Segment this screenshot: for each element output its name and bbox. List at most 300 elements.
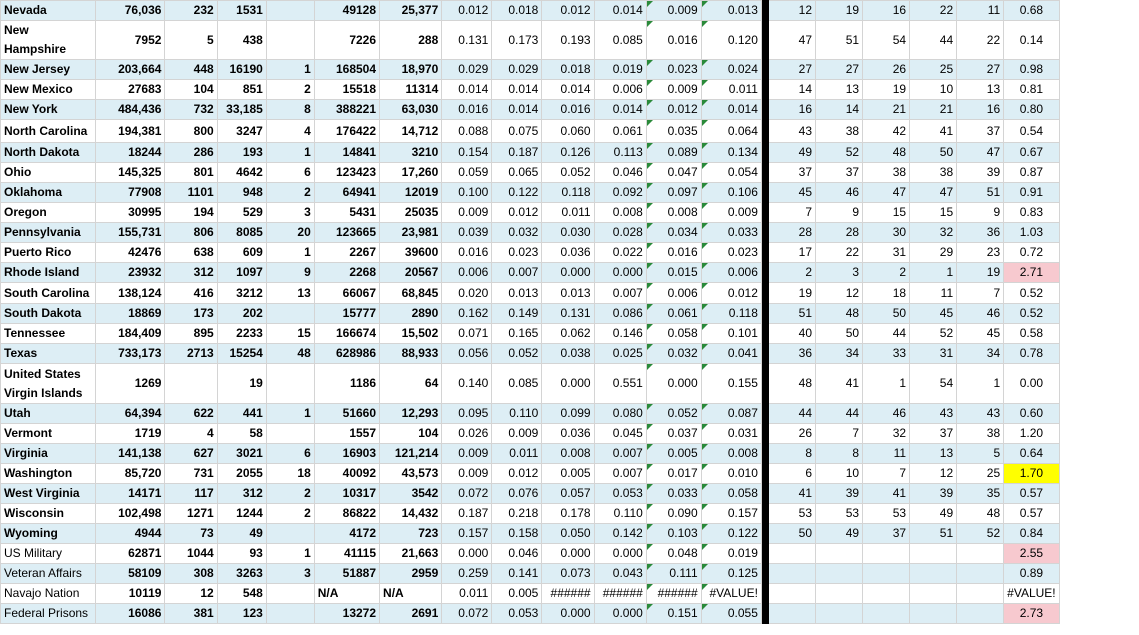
data-cell[interactable]: 0.014: [594, 100, 646, 120]
data-cell[interactable]: 3210: [380, 143, 442, 163]
data-cell[interactable]: 194,381: [96, 120, 165, 143]
row-label-cell[interactable]: New York: [1, 100, 96, 120]
data-cell[interactable]: 0.013: [701, 1, 761, 21]
data-cell[interactable]: [266, 21, 314, 60]
data-cell[interactable]: 0.064: [701, 120, 761, 143]
data-cell[interactable]: 41115: [314, 544, 379, 564]
data-cell[interactable]: 7: [816, 424, 863, 444]
data-cell[interactable]: 286: [165, 143, 217, 163]
data-cell[interactable]: 732: [165, 100, 217, 120]
data-cell[interactable]: 0.087: [701, 404, 761, 424]
data-cell[interactable]: 0.014: [492, 100, 542, 120]
row-label-cell[interactable]: Nevada: [1, 1, 96, 21]
data-cell[interactable]: [910, 584, 957, 604]
data-cell[interactable]: 1: [266, 143, 314, 163]
data-cell[interactable]: 73: [165, 524, 217, 544]
data-cell[interactable]: 0.053: [492, 604, 542, 624]
data-cell[interactable]: 49: [816, 524, 863, 544]
data-cell[interactable]: [769, 564, 816, 584]
data-cell[interactable]: 0.052: [646, 404, 701, 424]
data-cell[interactable]: 548: [217, 584, 266, 604]
data-cell[interactable]: 800: [165, 120, 217, 143]
data-cell[interactable]: 0.033: [701, 223, 761, 243]
data-cell[interactable]: 0.026: [442, 424, 492, 444]
data-cell[interactable]: 0.259: [442, 564, 492, 584]
data-cell[interactable]: 1: [266, 243, 314, 263]
data-cell[interactable]: 0.14: [1004, 21, 1059, 60]
data-cell[interactable]: 15: [266, 324, 314, 344]
data-cell[interactable]: 1101: [165, 183, 217, 203]
data-cell[interactable]: [266, 524, 314, 544]
data-cell[interactable]: 6: [266, 444, 314, 464]
data-cell[interactable]: 0.000: [542, 604, 594, 624]
data-cell[interactable]: 138,124: [96, 283, 165, 304]
data-cell[interactable]: 12,293: [380, 404, 442, 424]
data-cell[interactable]: 0.146: [594, 324, 646, 344]
data-cell[interactable]: 0.154: [442, 143, 492, 163]
data-cell[interactable]: 0.052: [542, 163, 594, 183]
data-cell[interactable]: [957, 544, 1004, 564]
data-cell[interactable]: 0.020: [442, 283, 492, 304]
data-cell[interactable]: 0.000: [542, 263, 594, 283]
data-cell[interactable]: 0.006: [442, 263, 492, 283]
data-cell[interactable]: 25: [910, 60, 957, 80]
data-cell[interactable]: 0.071: [442, 324, 492, 344]
data-cell[interactable]: 4: [165, 424, 217, 444]
row-label-cell[interactable]: New Jersey: [1, 60, 96, 80]
data-cell[interactable]: 0.187: [492, 143, 542, 163]
data-cell[interactable]: 0.043: [594, 564, 646, 584]
data-cell[interactable]: 0.019: [701, 544, 761, 564]
data-cell[interactable]: 30995: [96, 203, 165, 223]
data-cell[interactable]: 15777: [314, 304, 379, 324]
data-cell[interactable]: 15: [863, 203, 910, 223]
data-cell[interactable]: 23932: [96, 263, 165, 283]
data-cell[interactable]: [863, 584, 910, 604]
data-cell[interactable]: 0.009: [442, 203, 492, 223]
data-cell[interactable]: 3212: [217, 283, 266, 304]
data-cell[interactable]: 184,409: [96, 324, 165, 344]
data-cell[interactable]: 0.045: [594, 424, 646, 444]
data-cell[interactable]: 0.009: [701, 203, 761, 223]
data-cell[interactable]: ######: [594, 584, 646, 604]
row-label-cell[interactable]: New Hampshire: [1, 21, 96, 60]
data-cell[interactable]: 0.014: [492, 80, 542, 100]
data-cell[interactable]: 36: [957, 223, 1004, 243]
data-cell[interactable]: 166674: [314, 324, 379, 344]
data-cell[interactable]: 104: [380, 424, 442, 444]
data-cell[interactable]: 0.014: [442, 80, 492, 100]
data-cell[interactable]: 6: [769, 464, 816, 484]
data-cell[interactable]: 173: [165, 304, 217, 324]
data-cell[interactable]: 7: [957, 283, 1004, 304]
data-cell[interactable]: [957, 584, 1004, 604]
data-cell[interactable]: 28: [769, 223, 816, 243]
data-cell[interactable]: 11314: [380, 80, 442, 100]
data-cell[interactable]: 628986: [314, 344, 379, 364]
data-cell[interactable]: 32: [863, 424, 910, 444]
data-cell[interactable]: 1531: [217, 1, 266, 21]
data-cell[interactable]: 4: [266, 120, 314, 143]
data-cell[interactable]: 13: [816, 80, 863, 100]
data-cell[interactable]: 733,173: [96, 344, 165, 364]
data-cell[interactable]: 13: [910, 444, 957, 464]
data-cell[interactable]: 308: [165, 564, 217, 584]
data-cell[interactable]: 176422: [314, 120, 379, 143]
data-cell[interactable]: 41: [863, 484, 910, 504]
data-cell[interactable]: 22: [957, 21, 1004, 60]
data-cell[interactable]: 13: [957, 80, 1004, 100]
data-cell[interactable]: 0.000: [542, 364, 594, 404]
data-cell[interactable]: 0.036: [542, 243, 594, 263]
data-cell[interactable]: 0.158: [492, 524, 542, 544]
data-cell[interactable]: 0.076: [492, 484, 542, 504]
data-cell[interactable]: 1: [863, 364, 910, 404]
data-cell[interactable]: 49: [217, 524, 266, 544]
data-cell[interactable]: 16903: [314, 444, 379, 464]
data-cell[interactable]: 15518: [314, 80, 379, 100]
data-cell[interactable]: 0.025: [594, 344, 646, 364]
data-cell[interactable]: 0.58: [1004, 324, 1059, 344]
data-cell[interactable]: 0.013: [542, 283, 594, 304]
data-cell[interactable]: 529: [217, 203, 266, 223]
data-cell[interactable]: 0.57: [1004, 484, 1059, 504]
data-cell[interactable]: 53: [863, 504, 910, 524]
data-cell[interactable]: 0.032: [492, 223, 542, 243]
data-cell[interactable]: 0.034: [646, 223, 701, 243]
data-cell[interactable]: 0.193: [542, 21, 594, 60]
data-cell[interactable]: 43: [957, 404, 1004, 424]
data-cell[interactable]: [266, 1, 314, 21]
data-cell[interactable]: 9: [816, 203, 863, 223]
data-cell[interactable]: 46: [863, 404, 910, 424]
data-cell[interactable]: 18,970: [380, 60, 442, 80]
data-cell[interactable]: 45: [957, 324, 1004, 344]
data-cell[interactable]: 155,731: [96, 223, 165, 243]
data-cell[interactable]: [863, 604, 910, 624]
data-cell[interactable]: 85,720: [96, 464, 165, 484]
data-cell[interactable]: 0.60: [1004, 404, 1059, 424]
data-cell[interactable]: 0.059: [442, 163, 492, 183]
data-cell[interactable]: 0.058: [646, 324, 701, 344]
data-cell[interactable]: 0.006: [594, 80, 646, 100]
data-cell[interactable]: 41: [769, 484, 816, 504]
data-cell[interactable]: 0.046: [594, 163, 646, 183]
data-cell[interactable]: [266, 604, 314, 624]
data-cell[interactable]: 1244: [217, 504, 266, 524]
data-cell[interactable]: 93: [217, 544, 266, 564]
data-cell[interactable]: 0.036: [542, 424, 594, 444]
data-cell[interactable]: 0.060: [542, 120, 594, 143]
data-cell[interactable]: 39600: [380, 243, 442, 263]
data-cell[interactable]: 47: [957, 143, 1004, 163]
data-cell[interactable]: 0.065: [492, 163, 542, 183]
data-cell[interactable]: 0.088: [442, 120, 492, 143]
data-cell[interactable]: 0.101: [701, 324, 761, 344]
row-label-cell[interactable]: Utah: [1, 404, 96, 424]
data-cell[interactable]: 0.80: [1004, 100, 1059, 120]
data-cell[interactable]: 0.141: [492, 564, 542, 584]
data-cell[interactable]: [816, 584, 863, 604]
data-cell[interactable]: 53: [816, 504, 863, 524]
data-cell[interactable]: 15254: [217, 344, 266, 364]
data-cell[interactable]: 77908: [96, 183, 165, 203]
data-cell[interactable]: 37: [816, 163, 863, 183]
data-cell[interactable]: 0.149: [492, 304, 542, 324]
data-cell[interactable]: 0.009: [646, 1, 701, 21]
data-cell[interactable]: 88,933: [380, 344, 442, 364]
data-cell[interactable]: 52: [816, 143, 863, 163]
data-cell[interactable]: 0.83: [1004, 203, 1059, 223]
data-cell[interactable]: [165, 364, 217, 404]
data-cell[interactable]: 3: [266, 564, 314, 584]
data-cell[interactable]: 0.012: [701, 283, 761, 304]
data-cell[interactable]: 0.053: [594, 484, 646, 504]
data-cell[interactable]: ######: [542, 584, 594, 604]
data-cell[interactable]: 0.000: [646, 364, 701, 404]
data-cell[interactable]: 3: [266, 203, 314, 223]
data-cell[interactable]: 17: [769, 243, 816, 263]
data-cell[interactable]: 0.173: [492, 21, 542, 60]
data-cell[interactable]: 0.016: [646, 21, 701, 60]
data-cell[interactable]: 0.007: [492, 263, 542, 283]
data-cell[interactable]: 0.187: [442, 504, 492, 524]
data-cell[interactable]: 0.009: [442, 444, 492, 464]
data-cell[interactable]: 11: [863, 444, 910, 464]
data-cell[interactable]: 1.20: [1004, 424, 1059, 444]
data-cell[interactable]: 22: [816, 243, 863, 263]
data-cell[interactable]: 0.030: [542, 223, 594, 243]
data-cell[interactable]: [910, 544, 957, 564]
data-cell[interactable]: 416: [165, 283, 217, 304]
data-cell[interactable]: 0.085: [594, 21, 646, 60]
data-cell[interactable]: 0.028: [594, 223, 646, 243]
data-cell[interactable]: 0.157: [701, 504, 761, 524]
data-cell[interactable]: 609: [217, 243, 266, 263]
data-cell[interactable]: 0.095: [442, 404, 492, 424]
data-cell[interactable]: 2268: [314, 263, 379, 283]
row-label-cell[interactable]: Oklahoma: [1, 183, 96, 203]
data-cell[interactable]: 19: [769, 283, 816, 304]
data-cell[interactable]: 2959: [380, 564, 442, 584]
data-cell[interactable]: 203,664: [96, 60, 165, 80]
data-cell[interactable]: 26: [769, 424, 816, 444]
data-cell[interactable]: 42476: [96, 243, 165, 263]
data-cell[interactable]: 0.178: [542, 504, 594, 524]
data-cell[interactable]: 8: [769, 444, 816, 464]
data-cell[interactable]: 14: [816, 100, 863, 120]
data-cell[interactable]: 16: [769, 100, 816, 120]
data-cell[interactable]: 4944: [96, 524, 165, 544]
data-cell[interactable]: N/A: [314, 584, 379, 604]
row-label-cell[interactable]: Wisconsin: [1, 504, 96, 524]
data-cell[interactable]: 39: [957, 163, 1004, 183]
data-cell[interactable]: 8: [266, 100, 314, 120]
data-cell[interactable]: 2.73: [1004, 604, 1059, 624]
data-cell[interactable]: 0.017: [646, 464, 701, 484]
data-cell[interactable]: 0.162: [442, 304, 492, 324]
data-cell[interactable]: 0.086: [594, 304, 646, 324]
data-cell[interactable]: 52: [957, 524, 1004, 544]
data-cell[interactable]: 193: [217, 143, 266, 163]
data-cell[interactable]: 948: [217, 183, 266, 203]
data-cell[interactable]: 0.061: [646, 304, 701, 324]
data-cell[interactable]: 10317: [314, 484, 379, 504]
data-cell[interactable]: 21: [910, 100, 957, 120]
data-cell[interactable]: 0.072: [442, 484, 492, 504]
data-cell[interactable]: 27683: [96, 80, 165, 100]
data-cell[interactable]: 0.118: [701, 304, 761, 324]
data-cell[interactable]: 0.097: [646, 183, 701, 203]
data-cell[interactable]: 31: [910, 344, 957, 364]
data-cell[interactable]: 7952: [96, 21, 165, 60]
data-cell[interactable]: 58109: [96, 564, 165, 584]
data-cell[interactable]: 20: [266, 223, 314, 243]
data-cell[interactable]: 9: [957, 203, 1004, 223]
data-cell[interactable]: 48: [769, 364, 816, 404]
data-cell[interactable]: [266, 424, 314, 444]
data-cell[interactable]: [863, 544, 910, 564]
data-cell[interactable]: 0.015: [646, 263, 701, 283]
row-label-cell[interactable]: Ohio: [1, 163, 96, 183]
data-cell[interactable]: 0.006: [701, 263, 761, 283]
data-cell[interactable]: 0.57: [1004, 504, 1059, 524]
data-cell[interactable]: 64: [380, 364, 442, 404]
row-label-cell[interactable]: Vermont: [1, 424, 96, 444]
data-cell[interactable]: 0.022: [594, 243, 646, 263]
data-cell[interactable]: 27: [769, 60, 816, 80]
data-cell[interactable]: 38: [957, 424, 1004, 444]
data-cell[interactable]: 0.000: [594, 544, 646, 564]
data-cell[interactable]: 2: [266, 183, 314, 203]
data-cell[interactable]: 48: [266, 344, 314, 364]
data-cell[interactable]: 312: [165, 263, 217, 283]
data-cell[interactable]: 0.81: [1004, 80, 1059, 100]
data-cell[interactable]: 15: [910, 203, 957, 223]
data-cell[interactable]: 37: [769, 163, 816, 183]
data-cell[interactable]: 0.099: [542, 404, 594, 424]
data-cell[interactable]: 0.00: [1004, 364, 1059, 404]
data-cell[interactable]: 27: [816, 60, 863, 80]
data-cell[interactable]: 37: [910, 424, 957, 444]
data-cell[interactable]: 47: [863, 183, 910, 203]
data-cell[interactable]: 0.016: [646, 243, 701, 263]
data-cell[interactable]: 0.006: [646, 283, 701, 304]
data-cell[interactable]: 0.011: [442, 584, 492, 604]
data-cell[interactable]: 62871: [96, 544, 165, 564]
data-cell[interactable]: 0.037: [646, 424, 701, 444]
data-cell[interactable]: 0.000: [594, 263, 646, 283]
data-cell[interactable]: 44: [769, 404, 816, 424]
data-cell[interactable]: 0.014: [701, 100, 761, 120]
data-cell[interactable]: 13272: [314, 604, 379, 624]
data-cell[interactable]: 45: [769, 183, 816, 203]
data-cell[interactable]: 0.018: [542, 60, 594, 80]
data-cell[interactable]: 1: [266, 404, 314, 424]
data-cell[interactable]: 3542: [380, 484, 442, 504]
data-cell[interactable]: 0.005: [542, 464, 594, 484]
data-cell[interactable]: 0.080: [594, 404, 646, 424]
data-cell[interactable]: 0.009: [492, 424, 542, 444]
data-cell[interactable]: 0.89: [1004, 564, 1059, 584]
data-cell[interactable]: 33: [863, 344, 910, 364]
data-cell[interactable]: ######: [646, 584, 701, 604]
data-cell[interactable]: 51: [910, 524, 957, 544]
data-cell[interactable]: 0.91: [1004, 183, 1059, 203]
data-cell[interactable]: 0.062: [542, 324, 594, 344]
data-cell[interactable]: [769, 544, 816, 564]
data-cell[interactable]: 76,036: [96, 1, 165, 21]
data-cell[interactable]: 10: [816, 464, 863, 484]
data-cell[interactable]: 0.67: [1004, 143, 1059, 163]
data-cell[interactable]: 0.000: [442, 544, 492, 564]
data-cell[interactable]: 145,325: [96, 163, 165, 183]
data-cell[interactable]: 0.140: [442, 364, 492, 404]
data-cell[interactable]: 10119: [96, 584, 165, 604]
data-cell[interactable]: 0.016: [542, 100, 594, 120]
row-label-cell[interactable]: South Dakota: [1, 304, 96, 324]
data-cell[interactable]: 1269: [96, 364, 165, 404]
data-cell[interactable]: 0.012: [442, 1, 492, 21]
data-cell[interactable]: 1557: [314, 424, 379, 444]
data-cell[interactable]: 0.012: [492, 464, 542, 484]
row-label-cell[interactable]: Navajo Nation: [1, 584, 96, 604]
data-cell[interactable]: 0.029: [442, 60, 492, 80]
data-cell[interactable]: 6: [266, 163, 314, 183]
data-cell[interactable]: 33,185: [217, 100, 266, 120]
data-cell[interactable]: 0.131: [442, 21, 492, 60]
data-cell[interactable]: 0.016: [442, 100, 492, 120]
data-cell[interactable]: 0.111: [646, 564, 701, 584]
data-cell[interactable]: [910, 604, 957, 624]
data-cell[interactable]: 19: [816, 1, 863, 21]
data-cell[interactable]: 0.056: [442, 344, 492, 364]
data-cell[interactable]: 50: [863, 304, 910, 324]
data-cell[interactable]: 16086: [96, 604, 165, 624]
data-cell[interactable]: 14,432: [380, 504, 442, 524]
data-cell[interactable]: 0.046: [492, 544, 542, 564]
data-cell[interactable]: 1097: [217, 263, 266, 283]
data-cell[interactable]: 2890: [380, 304, 442, 324]
data-cell[interactable]: 0.72: [1004, 243, 1059, 263]
data-cell[interactable]: 64,394: [96, 404, 165, 424]
data-cell[interactable]: 0.122: [492, 183, 542, 203]
row-label-cell[interactable]: Oregon: [1, 203, 96, 223]
data-cell[interactable]: 1: [266, 544, 314, 564]
data-cell[interactable]: 17,260: [380, 163, 442, 183]
row-label-cell[interactable]: US Military: [1, 544, 96, 564]
data-cell[interactable]: 12019: [380, 183, 442, 203]
data-cell[interactable]: 2: [863, 263, 910, 283]
data-cell[interactable]: 0.012: [646, 100, 701, 120]
data-cell[interactable]: 41: [816, 364, 863, 404]
data-cell[interactable]: 0.007: [594, 464, 646, 484]
data-cell[interactable]: 232: [165, 1, 217, 21]
data-cell[interactable]: [266, 364, 314, 404]
data-cell[interactable]: 1186: [314, 364, 379, 404]
data-cell[interactable]: 0.68: [1004, 1, 1059, 21]
data-cell[interactable]: 44: [910, 21, 957, 60]
data-cell[interactable]: 8: [816, 444, 863, 464]
data-cell[interactable]: 0.100: [442, 183, 492, 203]
data-cell[interactable]: 49128: [314, 1, 379, 21]
data-cell[interactable]: 3247: [217, 120, 266, 143]
row-label-cell[interactable]: Tennessee: [1, 324, 96, 344]
data-cell[interactable]: 2: [266, 80, 314, 100]
data-cell[interactable]: 202: [217, 304, 266, 324]
data-cell[interactable]: 0.009: [442, 464, 492, 484]
data-cell[interactable]: 2: [266, 504, 314, 524]
